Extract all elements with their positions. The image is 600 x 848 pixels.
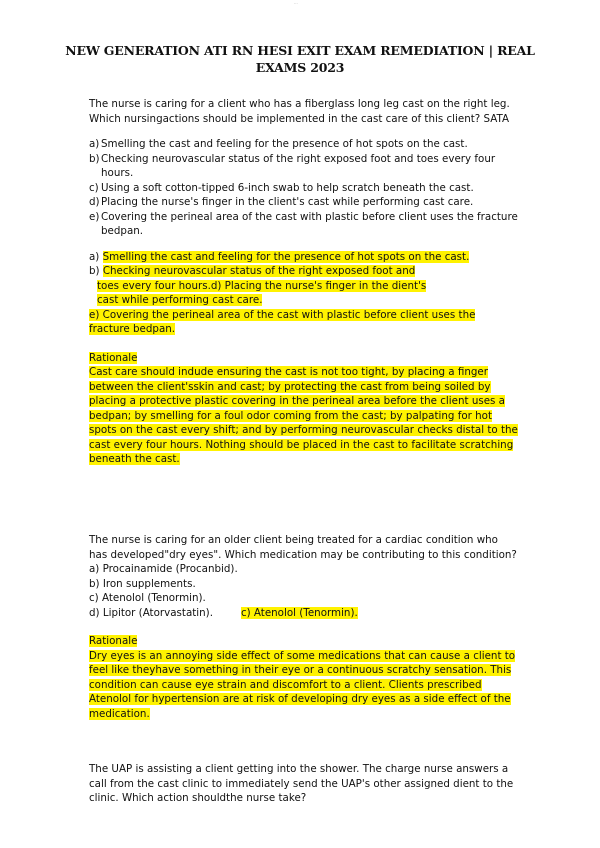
option-item: e) Covering the perineal area of the cast with plastic before client uses the fracture bedpan.	[89, 210, 518, 237]
answer-line: toes every four hours.d) Placing the nurse's finger in the dient's	[97, 279, 427, 292]
question-2-rationale: Dry eyes is an annoying side effect of some medications that can cause a client to feel like theyhave something in their eye or a continuous scratchy sensation. This condition can cause eye strain and discomfort to a client. Clients prescribed Atenolol for hypertension are at risk of developing dry eyes as a side effect of the medication.	[89, 649, 516, 720]
option-item: a) Smelling the cast and feeling for the presence of hot spots on the cast.	[89, 138, 468, 150]
header-mark: ...	[294, 0, 298, 5]
option-item: c) Using a soft cotton-tipped 6-inch swab to help scratch beneath the cast.	[89, 181, 474, 194]
question-2	[89, 533, 519, 721]
answer-line: a) Smelling the cast and feeling for the presence of hot spots on the cast.	[89, 250, 470, 263]
question-1-rationale: Cast care should indude ensuring the cast is not too tight, by placing a finger between the client'sskin and cast; by protecting the cast from being soiled by placing a protective plastic covering in the perineal area before the client uses a bedpan; by smelling for a foul odor coming from the cast; by palpating for hot spots on the cast every shift; and by performing neurovascular checks distal to the cast every four hours. Nothing should be placed in the cast to facilitate scratching beneath the cast.	[89, 366, 518, 465]
question-1-options	[89, 137, 519, 239]
page-title: NEW GENERATION ATI RN HESI EXIT EXAM REMEDIATION | REAL EXAMS 2023	[65, 43, 535, 75]
question-1-answer	[89, 250, 519, 337]
question-1-stem: The nurse is caring for a client who has a fiberglass long leg cast on the right leg. Which nursingactions should be implemented in the cast care of this client? SATA	[89, 98, 510, 125]
answer-line: fracture bedpan.	[89, 323, 176, 335]
question-1	[89, 97, 519, 467]
question-3	[89, 762, 519, 806]
question-2-rationale-heading: Rationale	[89, 635, 138, 647]
answer-line: e) Covering the perineal area of the cast with plastic before client uses the	[89, 308, 476, 321]
option-item: b) Checking neurovascular status of the right exposed foot and toes every four hours.	[89, 152, 496, 179]
question-2-options	[89, 562, 519, 620]
answer-line: b) Checking neurovascular status of the right exposed foot and	[89, 265, 416, 277]
question-1-rationale-heading: Rationale	[89, 351, 138, 364]
question-3-stem: The UAP is assisting a client getting into the shower. The charge nurse answers a call from the cast clinic to immediately send the UAP's other assigned dient to the clinic. Which action shouldthe nurse take?	[89, 763, 514, 804]
answer-line: cast while performing cast care.	[97, 294, 263, 306]
option-item: d) Placing the nurse's finger in the client's cast while performing cast care.	[89, 196, 474, 208]
question-2-answer: c) Atenolol (Tenormin).	[240, 606, 358, 619]
option-item: c) Atenolol (Tenormin).	[89, 592, 206, 604]
option-item: b) Iron supplements.	[89, 577, 196, 590]
option-item: a) Procainamide (Procanbid).	[89, 563, 238, 575]
question-2-stem: The nurse is caring for an older client being treated for a cardiac condition who has developed"dry eyes". Which medication may be contributing to this condition?	[89, 534, 517, 561]
option-item: d) Lipitor (Atorvastatin). c) Atenolol (Tenormin).	[89, 606, 358, 619]
